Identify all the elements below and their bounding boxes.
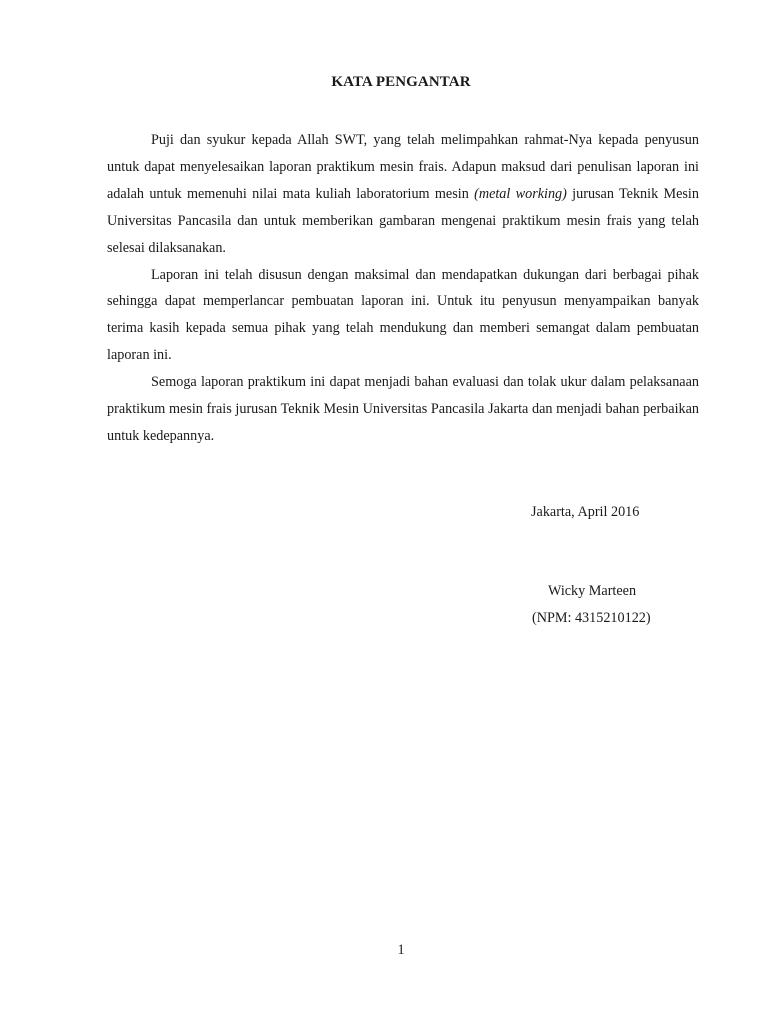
- paragraph-1-italic: (metal working): [474, 185, 567, 202]
- signature-npm: (NPM: 4315210122): [532, 610, 651, 626]
- paragraph-1-text: Puji dan syukur kepada Allah SWT, yang telah melimpahkan rahmat-Nya kepada penyusun untuk dapat menyelesaikan laporan praktikum mesin frais. Adapun maksud dari penulisan laporan ini adalah untuk memenuhi nilai mata kuliah laboratorium mesin: [107, 132, 699, 202]
- page-number: 1: [397, 942, 405, 958]
- paragraph-2: Laporan ini telah disusun dengan maksimal dan mendapatkan dukungan dari berbagai pihak sehingga dapat memperlancar pembuatan laporan ini. Untuk itu penyusun menyampaikan banyak terima kasih kepada semua pihak yang telah mendukung dan memberi semangat dalam pembuatan laporan ini.: [107, 266, 699, 364]
- signature-place-date: Jakarta, April 2016: [531, 504, 640, 520]
- body-text: [107, 127, 699, 450]
- paragraph-1: [107, 127, 699, 262]
- page-title: KATA PENGANTAR: [331, 74, 471, 90]
- signature-name: Wicky Marteen: [548, 583, 637, 599]
- paragraph-3: Semoga laporan praktikum ini dapat menjadi bahan evaluasi dan tolak ukur dalam pelaksanaan praktikum mesin frais jurusan Teknik Mesin Universitas Pancasila Jakarta dan menjadi bahan perbaikan untuk kedepannya.: [107, 374, 699, 444]
- paragraph-1-text-end: jurusan Teknik Mesin Universitas Pancasila dan untuk memberikan gambaran mengenai praktikum mesin frais yang telah selesai dilaksanakan.: [107, 185, 699, 256]
